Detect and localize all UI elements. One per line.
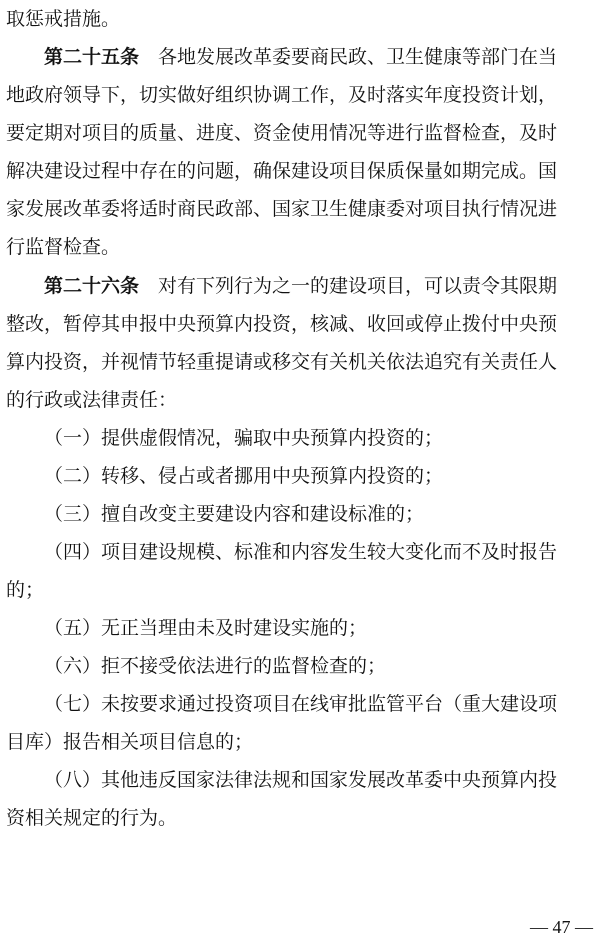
text-line: 目库）报告相关项目信息的； (6, 731, 254, 753)
article-heading-26: 第二十六条 (44, 275, 140, 297)
text-line: 算内投资，并视情节轻重提请或移交有关机关依法追究有关责任人 (6, 351, 558, 373)
list-item: （三）擅自改变主要建设内容和建设标准的； (44, 503, 425, 525)
text-line: 的； (6, 579, 45, 601)
article-heading-25: 第二十五条 (44, 46, 140, 68)
page-number: — 47 — (530, 917, 593, 937)
list-item: （四）项目建设规模、标准和内容发生较大变化而不及时报告 (44, 541, 558, 563)
text-line: 地政府领导下，切实做好组织协调工作，及时落实年度投资计划， (6, 84, 558, 106)
list-item: （六）拒不接受依法进行的监督检查的； (44, 655, 387, 677)
text-line: 的行政或法律责任： (6, 389, 178, 411)
text-line: 行监督检查。 (6, 236, 121, 258)
list-item: （七）未按要求通过投资项目在线审批监管平台（重大建设项 (44, 693, 558, 715)
text-line: 对有下列行为之一的建设项目，可以责令其限期 (158, 275, 558, 297)
list-item: （五）无正当理由未及时建设实施的； (44, 617, 368, 639)
text-line: 解决建设过程中存在的问题，确保建设项目保质保量如期完成。国 (6, 160, 558, 182)
list-item: （八）其他违反国家法律法规和国家发展改革委中央预算内投 (44, 769, 558, 791)
list-item: （一）提供虚假情况，骗取中央预算内投资的； (44, 427, 444, 449)
text-line: 取惩戒措施。 (6, 8, 121, 30)
list-item: （二）转移、侵占或者挪用中央预算内投资的； (44, 465, 444, 487)
text-line: 资相关规定的行为。 (6, 807, 178, 829)
text-line: 各地发展改革委要商民政、卫生健康等部门在当 (158, 46, 558, 68)
text-line: 家发展改革委将适时商民政部、国家卫生健康委对项目执行情况进 (6, 198, 558, 220)
text-line: 要定期对项目的质量、进度、资金使用情况等进行监督检查，及时 (6, 122, 558, 144)
text-line: 整改，暂停其申报中央预算内投资，核减、收回或停止拨付中央预 (6, 313, 558, 335)
